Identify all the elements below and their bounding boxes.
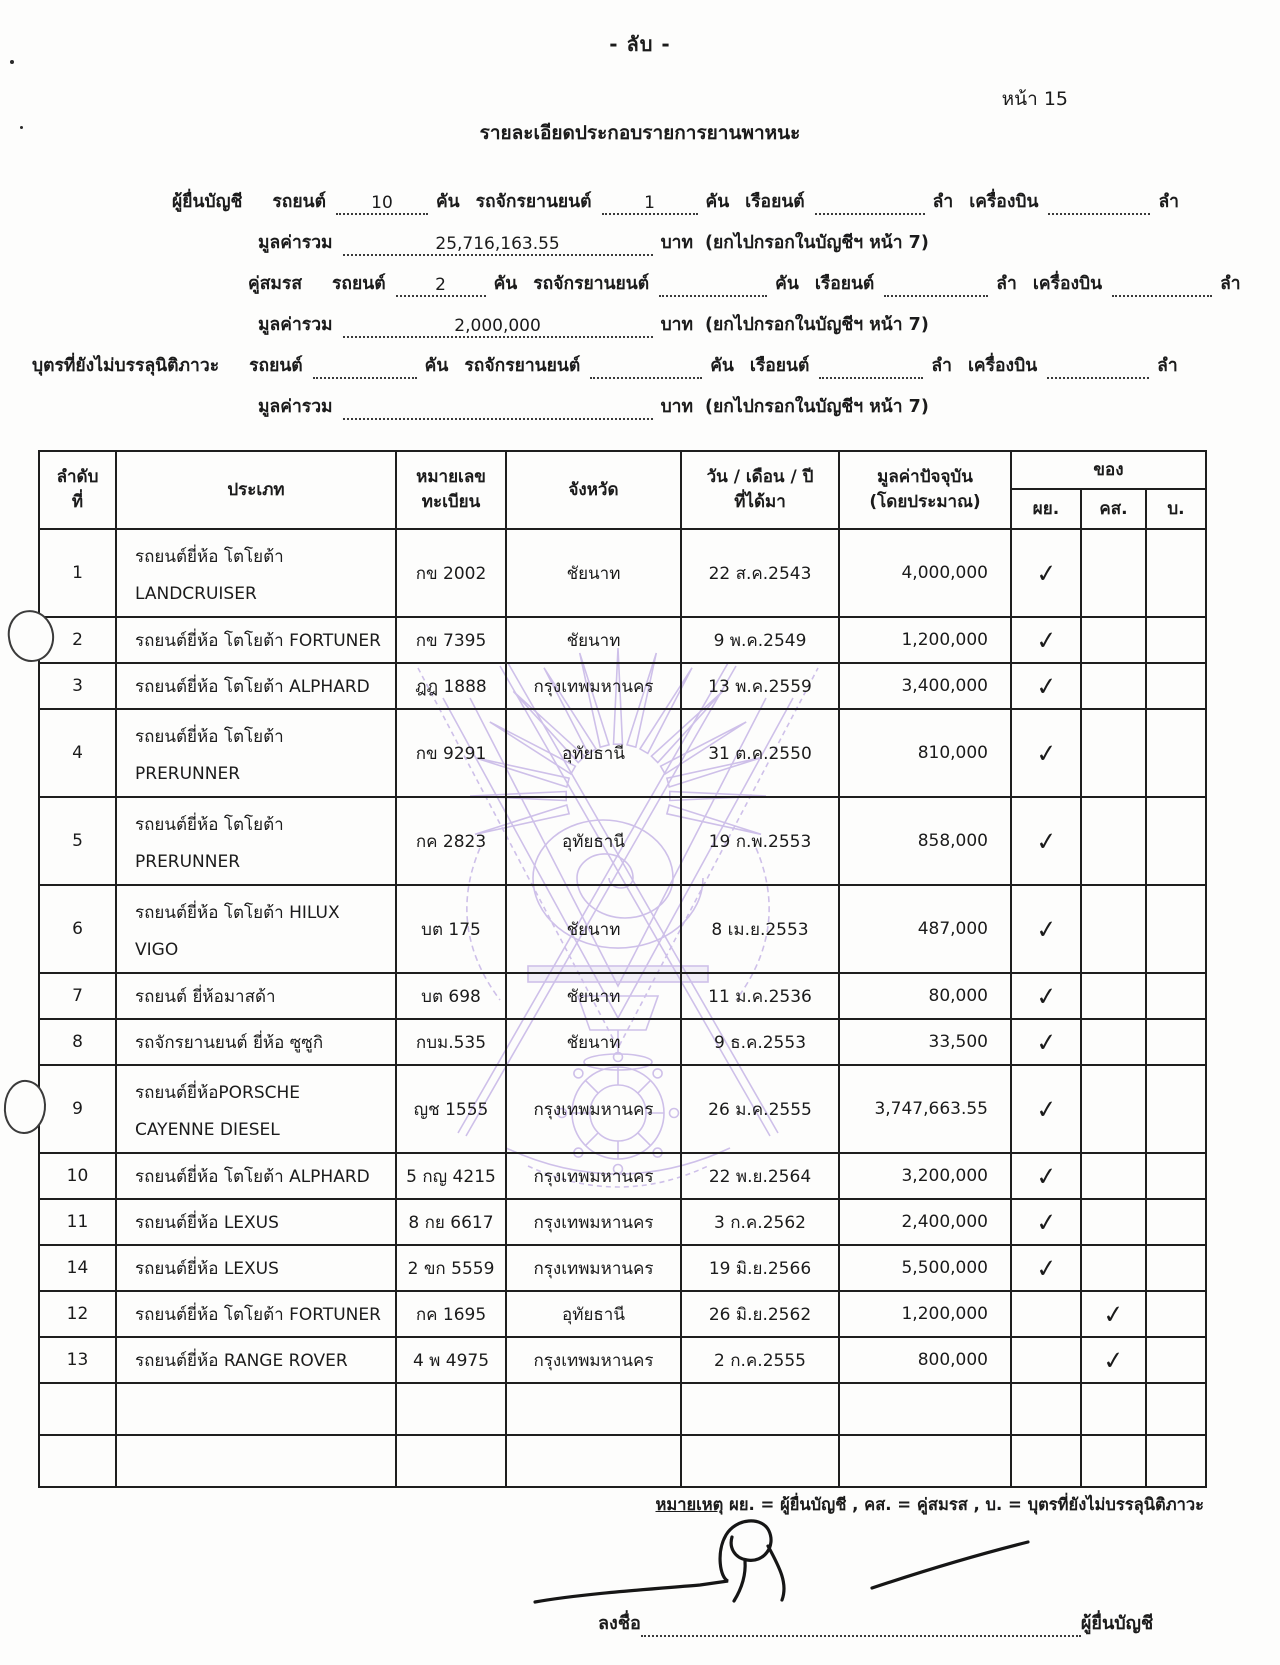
cell-province: อุทัยธานี [506,797,681,885]
cell-owner-py [1011,529,1081,617]
type-line1: รถยนต์ ยี่ห้อมาสด้า [135,986,276,1007]
cell-current-value: 5,500,000 [839,1245,1011,1291]
cell-registration: 8 กย 6617 [396,1199,506,1245]
cell-owner-b [1146,1383,1206,1435]
vehicle-count-field: 10 [336,193,428,215]
cell-date-acquired: 9 ธ.ค.2553 [681,1019,839,1065]
cell-province: กรุงเทพมหานคร [506,1337,681,1383]
cell-owner-ks [1081,1065,1146,1153]
cell-current-value: 1,200,000 [839,617,1011,663]
cell-owner-ks [1081,1435,1146,1487]
check-mark-icon: ✓ [1034,1093,1058,1125]
vehicle-row [39,885,1206,973]
vehicle-unit-label: ลำ [932,192,954,212]
cell-current-value: 2,400,000 [839,1199,1011,1245]
vehicle-row [39,709,1206,797]
cell-owner-py [1011,1065,1081,1153]
vehicle-count-field [590,377,702,379]
type-line1: รถยนต์ยี่ห้อ โตโยต้า FORTUNER [135,1304,381,1325]
cell-province: กรุงเทพมหานคร [506,1065,681,1153]
cell-owner-b [1146,1019,1206,1065]
cell-type [116,663,396,709]
cell-registration: กข 2002 [396,529,506,617]
cell-owner-ks [1081,1153,1146,1199]
type-line1: รถยนต์ยี่ห้อ โตโยต้า ALPHARD [135,1166,370,1187]
col-header-date-acquired: วัน / เดือน / ปี ที่ได้มา [681,451,839,529]
cell-index: 2 [39,617,116,663]
cell-registration: กบม.535 [396,1019,506,1065]
cell-date-acquired: 13 พ.ค.2559 [681,663,839,709]
check-mark-icon: ✓ [1034,670,1058,702]
vehicle-unit-label: คัน [710,356,734,376]
col-header-owner-group: ของ [1011,451,1206,489]
vehicle-summary-section [0,174,1280,420]
cell-index: 12 [39,1291,116,1337]
cell-owner-py [1011,973,1081,1019]
cell-owner-b [1146,973,1206,1019]
type-line2: PRERUNNER [135,851,241,872]
cell-registration: ญช 1555 [396,1065,506,1153]
cell-date-acquired: 22 ส.ค.2543 [681,529,839,617]
cell-current-value: 858,000 [839,797,1011,885]
summary-total-line [0,215,1280,256]
cell-type [116,617,396,663]
vehicle-type-label: เครื่องบิน [967,356,1038,376]
vehicle-row [39,1383,1206,1435]
page-number: หน้า 15 [1001,88,1068,110]
check-mark-icon: ✓ [1034,1026,1058,1058]
cell-province: กรุงเทพมหานคร [506,1199,681,1245]
vehicle-unit-label: ลำ [1157,356,1178,376]
cell-index: 13 [39,1337,116,1383]
vehicle-row [39,1435,1206,1487]
vehicle-row [39,1019,1206,1065]
cell-owner-py [1011,617,1081,663]
cell-index: 9 [39,1065,116,1153]
cell-registration: 2 ขก 5559 [396,1245,506,1291]
cell-current-value: 80,000 [839,973,1011,1019]
cell-owner-py [1011,1435,1081,1487]
cell-owner-ks [1081,1383,1146,1435]
owner-label: ผู้ยื่นบัญชี [172,192,243,212]
cell-province [506,1435,681,1487]
cell-current-value: 3,400,000 [839,663,1011,709]
vehicle-type-label: เครื่องบิน [1032,274,1103,294]
footnote-label: หมายเหตุ [655,1495,724,1514]
total-label: มูลค่ารวม [258,233,333,253]
cell-owner-b [1146,709,1206,797]
cell-owner-b [1146,1245,1206,1291]
cell-date-acquired: 9 พ.ค.2549 [681,617,839,663]
cell-registration: กค 2823 [396,797,506,885]
cell-owner-py [1011,797,1081,885]
cell-registration: ฎฎ 1888 [396,663,506,709]
vehicle-type-label: เรือยนต์ [745,192,805,212]
cell-date-acquired: 3 ก.ค.2562 [681,1199,839,1245]
cell-current-value [839,1435,1011,1487]
scan-speck [20,126,23,129]
vehicle-type-label: รถยนต์ [332,274,386,294]
vehicle-unit-label: ลำ [931,356,952,376]
total-note: (ยกไปกรอกในบัญชีฯ หน้า 7) [705,315,929,335]
cell-province: ชัยนาท [506,529,681,617]
vehicle-unit-label: คัน [493,274,518,294]
check-mark-icon: ✓ [1101,1298,1126,1330]
cell-province: ชัยนาท [506,1019,681,1065]
vehicle-count-field: 2 [396,275,486,297]
vehicle-row [39,529,1206,617]
cell-registration: 4 พ 4975 [396,1337,506,1383]
cell-index: 6 [39,885,116,973]
type-line1: รถยนต์ยี่ห้อ โตโยต้า ALPHARD [135,676,370,697]
cell-owner-b [1146,1291,1206,1337]
cell-owner-ks [1081,663,1146,709]
type-line2: PRERUNNER [135,763,241,784]
scan-speck [10,60,14,64]
summary-total-line [0,379,1280,420]
type-line1: รถยนต์ยี่ห้อPORSCHE [135,1082,301,1103]
type-line1: รถจักรยานยนต์ ยี่ห้อ ซูซูกิ [135,1032,324,1053]
cell-owner-py [1011,1245,1081,1291]
check-mark-icon: ✓ [1034,913,1058,945]
vehicle-row [39,1337,1206,1383]
owner-label: คู่สมรส [248,274,303,294]
page-title: รายละเอียดประกอบรายการยานพาหนะ [479,122,801,144]
type-line2: LANDCRUISER [135,583,257,604]
vehicle-type-label: เรือยนต์ [749,356,810,376]
vehicle-table [38,450,1207,1488]
cell-index: 1 [39,529,116,617]
cell-owner-py [1011,1337,1081,1383]
type-line1: รถยนต์ยี่ห้อ โตโยต้า [135,726,284,747]
cell-owner-b [1146,1337,1206,1383]
cell-date-acquired: 11 ม.ค.2536 [681,973,839,1019]
cell-owner-ks [1081,1337,1146,1383]
vehicle-row [39,1199,1206,1245]
check-mark-icon: ✓ [1034,1160,1058,1192]
cell-type [116,1337,396,1383]
footnote [655,1492,1204,1518]
cell-date-acquired [681,1435,839,1487]
classification-banner: - ลับ - [609,32,671,56]
cell-registration [396,1435,506,1487]
cell-registration: บต 175 [396,885,506,973]
signature-role-label: ผู้ยื่นบัญชี [1080,1613,1154,1634]
cell-current-value: 3,200,000 [839,1153,1011,1199]
total-note: (ยกไปกรอกในบัญชีฯ หน้า 7) [705,233,929,253]
cell-date-acquired: 26 มิ.ย.2562 [681,1291,839,1337]
cell-province: กรุงเทพมหานคร [506,1245,681,1291]
cell-province: อุทัยธานี [506,1291,681,1337]
vehicle-count-field [884,295,988,297]
cell-province: ชัยนาท [506,973,681,1019]
cell-index: 5 [39,797,116,885]
cell-province: กรุงเทพมหานคร [506,1153,681,1199]
type-line2: CAYENNE DIESEL [135,1119,280,1140]
check-mark-icon: ✓ [1034,624,1058,656]
type-line1: รถยนต์ยี่ห้อ โตโยต้า FORTUNER [135,630,381,651]
cell-owner-ks [1081,885,1146,973]
cell-index [39,1383,116,1435]
cell-date-acquired: 22 พ.ย.2564 [681,1153,839,1199]
cell-current-value: 3,747,663.55 [839,1065,1011,1153]
cell-owner-py [1011,1199,1081,1245]
total-value-field [343,418,653,420]
cell-current-value: 4,000,000 [839,529,1011,617]
total-unit-label: บาท [660,315,694,335]
type-line2: VIGO [135,939,179,960]
cell-owner-b [1146,885,1206,973]
cell-type [116,1245,396,1291]
cell-owner-b [1146,1065,1206,1153]
cell-date-acquired: 31 ต.ค.2550 [681,709,839,797]
vehicle-count-field: 1 [602,193,698,215]
cell-current-value: 1,200,000 [839,1291,1011,1337]
cell-index: 11 [39,1199,116,1245]
vehicle-type-label: เครื่องบิน [969,192,1039,212]
vehicle-count-field [1048,213,1150,215]
owner-label: บุตรที่ยังไม่บรรลุนิติภาวะ [32,356,220,376]
cell-owner-ks [1081,973,1146,1019]
vehicle-type-label: รถจักรยานยนต์ [475,192,592,212]
cell-type [116,529,396,617]
cell-owner-ks [1081,1245,1146,1291]
col-header-province: จังหวัด [506,451,681,529]
cell-owner-py [1011,885,1081,973]
cell-registration: กค 1695 [396,1291,506,1337]
vehicle-table-body [39,529,1206,1487]
cell-current-value: 487,000 [839,885,1011,973]
vehicle-row [39,663,1206,709]
type-line1: รถยนต์ยี่ห้อ LEXUS [135,1212,279,1233]
cell-date-acquired: 19 มิ.ย.2566 [681,1245,839,1291]
vehicle-unit-label: ลำ [996,274,1017,294]
cell-type [116,1019,396,1065]
cell-date-acquired: 26 ม.ค.2555 [681,1065,839,1153]
cell-registration: กข 7395 [396,617,506,663]
vehicle-unit-label: คัน [424,356,449,376]
cell-owner-b [1146,1153,1206,1199]
cell-owner-py [1011,1291,1081,1337]
summary-owner-line [0,338,1280,379]
cell-province: ชัยนาท [506,617,681,663]
cell-current-value [839,1383,1011,1435]
cell-owner-ks [1081,1291,1146,1337]
vehicle-count-field [819,377,923,379]
cell-type [116,1383,396,1435]
cell-registration: บต 698 [396,973,506,1019]
cell-type [116,885,396,973]
cell-type [116,1199,396,1245]
check-mark-icon: ✓ [1034,825,1058,857]
check-mark-icon: ✓ [1034,557,1058,589]
vehicle-row [39,797,1206,885]
check-mark-icon: ✓ [1034,980,1058,1012]
cell-type [116,797,396,885]
vehicle-type-label: รถจักรยานยนต์ [464,356,581,376]
cell-type [116,709,396,797]
type-line1: รถยนต์ยี่ห้อ LEXUS [135,1258,279,1279]
cell-owner-b [1146,1435,1206,1487]
cell-current-value: 810,000 [839,709,1011,797]
footnote-text: ผย. = ผู้ยื่นบัญชี , คส. = คู่สมรส , บ. = บุตรที่ยังไม่บรรลุนิติภาวะ [723,1495,1204,1514]
vehicle-type-label: รถยนต์ [249,356,303,376]
summary-owner-line [0,174,1280,215]
cell-index: 8 [39,1019,116,1065]
cell-owner-py [1011,1383,1081,1435]
cell-owner-ks [1081,709,1146,797]
cell-registration [396,1383,506,1435]
col-header-owner-child: บ. [1146,489,1206,529]
total-unit-label: บาท [660,397,694,417]
cell-province: กรุงเทพมหานคร [506,663,681,709]
signature-dotted-line [641,1617,1081,1637]
total-label: มูลค่ารวม [258,315,333,335]
vehicle-unit-label: คัน [775,274,799,294]
vehicle-count-field [1112,295,1212,297]
cell-owner-ks [1081,1199,1146,1245]
vehicle-unit-label: คัน [705,192,730,212]
signature-line [598,1608,1153,1637]
vehicle-count-field [1047,377,1149,379]
cell-index: 10 [39,1153,116,1199]
cell-owner-py [1011,709,1081,797]
cell-owner-b [1146,797,1206,885]
col-header-index: ลำดับ ที่ [39,451,116,529]
cell-index [39,1435,116,1487]
vehicle-row [39,973,1206,1019]
vehicle-unit-label: ลำ [1158,192,1179,212]
col-header-registration: หมายเลข ทะเบียน [396,451,506,529]
cell-index: 14 [39,1245,116,1291]
total-note: (ยกไปกรอกในบัญชีฯ หน้า 7) [705,397,929,417]
vehicle-row [39,1065,1206,1153]
cell-date-acquired: 19 ก.พ.2553 [681,797,839,885]
check-mark-icon: ✓ [1034,737,1058,769]
cell-owner-py [1011,663,1081,709]
col-header-type: ประเภท [116,451,396,529]
summary-total-line [0,297,1280,338]
cell-owner-b [1146,1199,1206,1245]
cell-registration: กข 9291 [396,709,506,797]
cell-owner-b [1146,529,1206,617]
total-value-field: 25,716,163.55 [343,234,653,256]
cell-province: อุทัยธานี [506,709,681,797]
cell-date-acquired [681,1383,839,1435]
vehicle-type-label: เรือยนต์ [814,274,875,294]
total-label: มูลค่ารวม [258,397,333,417]
cell-owner-ks [1081,797,1146,885]
cell-current-value: 800,000 [839,1337,1011,1383]
vehicle-count-field [815,213,925,215]
cell-type [116,973,396,1019]
cell-type [116,1065,396,1153]
cell-owner-b [1146,663,1206,709]
type-line1: รถยนต์ยี่ห้อ โตโยต้า [135,546,284,567]
vehicle-row [39,1291,1206,1337]
cell-type [116,1153,396,1199]
cell-date-acquired: 2 ก.ค.2555 [681,1337,839,1383]
cell-owner-ks [1081,529,1146,617]
cell-province [506,1383,681,1435]
col-header-current-value: มูลค่าปัจจุบัน (โดยประมาณ) [839,451,1011,529]
check-mark-icon: ✓ [1034,1206,1058,1238]
vehicle-unit-label: คัน [435,192,460,212]
vehicle-unit-label: ลำ [1220,274,1241,294]
vehicle-count-field [659,295,767,297]
check-mark-icon: ✓ [1101,1344,1126,1376]
cell-index: 3 [39,663,116,709]
cell-province: ชัยนาท [506,885,681,973]
total-unit-label: บาท [660,233,694,253]
type-line1: รถยนต์ยี่ห้อ RANGE ROVER [135,1350,348,1371]
cell-date-acquired: 8 เม.ย.2553 [681,885,839,973]
cell-owner-b [1146,617,1206,663]
type-line1: รถยนต์ยี่ห้อ โตโยต้า [135,814,284,835]
cell-registration: 5 กญ 4215 [396,1153,506,1199]
signature-label: ลงชื่อ [598,1613,641,1634]
vehicle-count-field [313,377,417,379]
cell-index: 4 [39,709,116,797]
cell-type [116,1435,396,1487]
type-line1: รถยนต์ยี่ห้อ โตโยต้า HILUX [135,902,340,923]
cell-owner-py [1011,1019,1081,1065]
vehicle-row [39,617,1206,663]
col-header-owner-spouse: คส. [1081,489,1146,529]
vehicle-row [39,1153,1206,1199]
cell-owner-ks [1081,1019,1146,1065]
check-mark-icon: ✓ [1034,1252,1058,1284]
vehicle-type-label: รถยนต์ [272,192,326,212]
cell-index: 7 [39,973,116,1019]
total-value-field: 2,000,000 [343,316,653,338]
cell-owner-py [1011,1153,1081,1199]
cell-current-value: 33,500 [839,1019,1011,1065]
col-header-owner-declarant: ผย. [1011,489,1081,529]
cell-type [116,1291,396,1337]
cell-owner-ks [1081,617,1146,663]
summary-owner-line [0,256,1280,297]
vehicle-row [39,1245,1206,1291]
vehicle-type-label: รถจักรยานยนต์ [533,274,650,294]
